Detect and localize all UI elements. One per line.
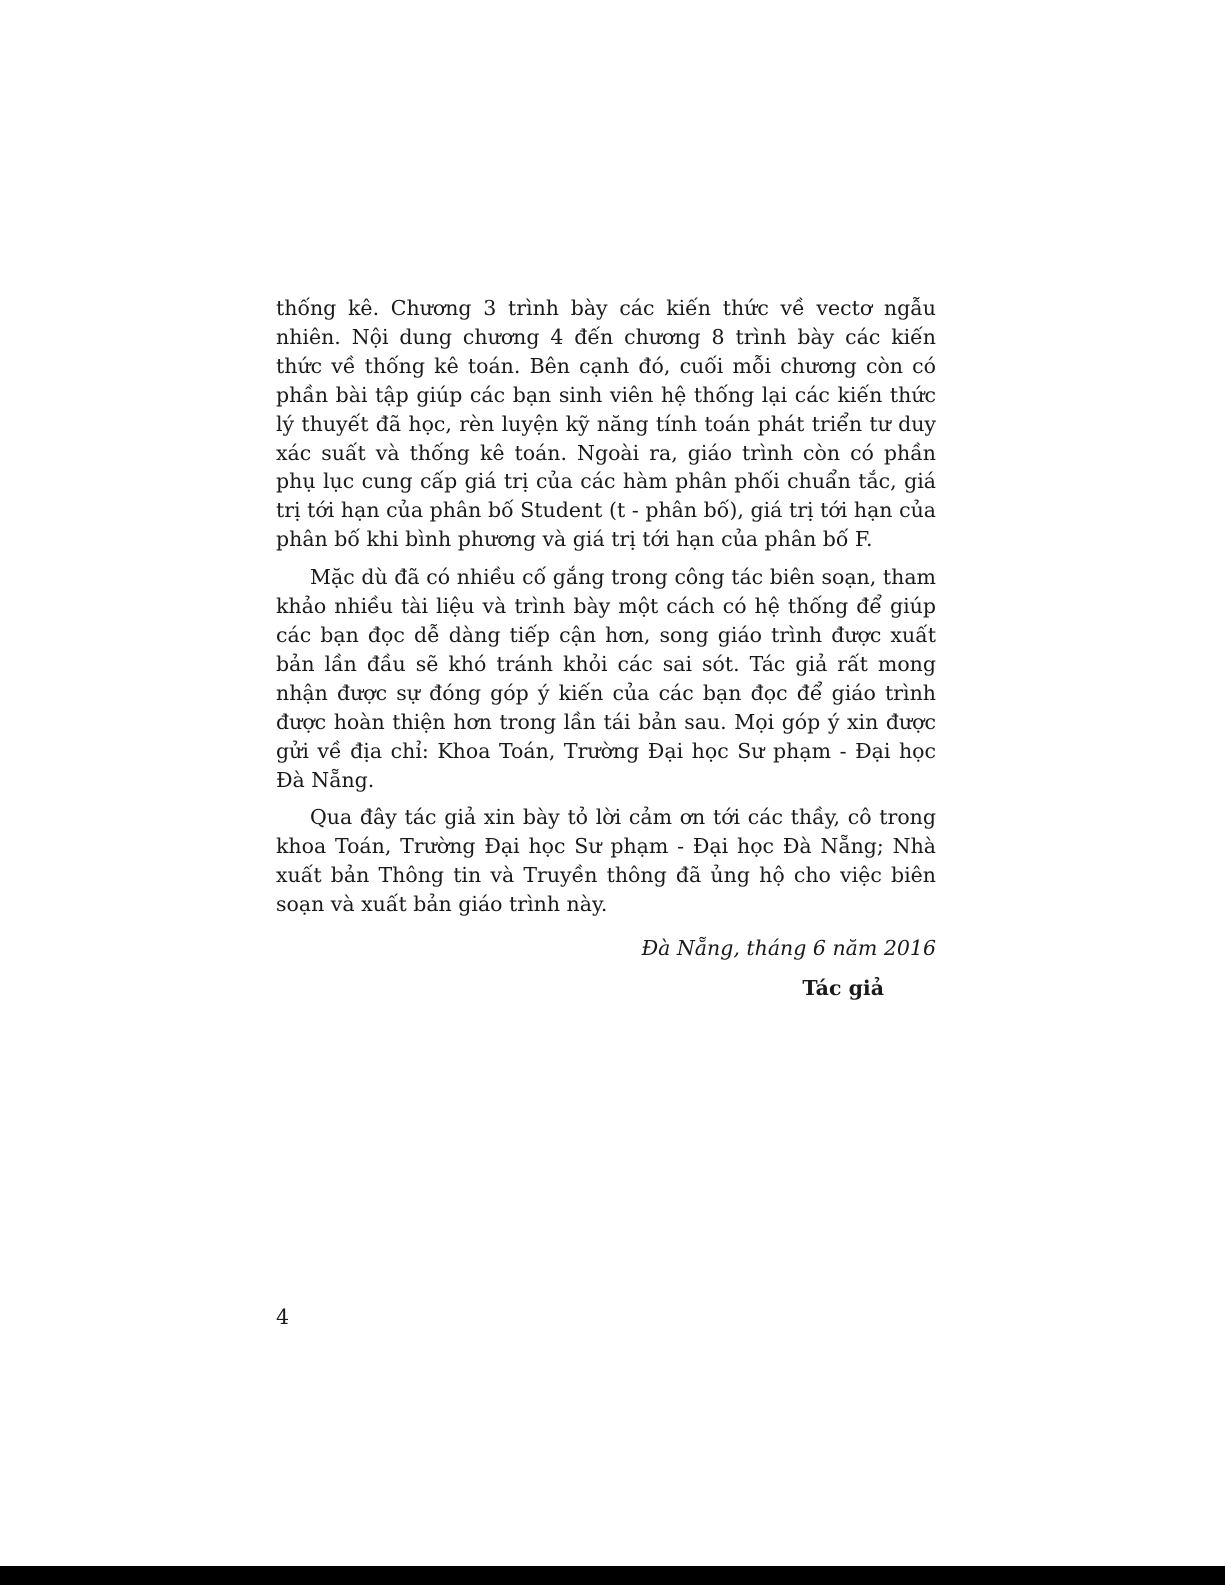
signature-place-date: Đà Nẵng, tháng 6 năm 2016: [641, 936, 936, 960]
bottom-edge-bar: [0, 1566, 1225, 1585]
page-number: 4: [276, 1305, 290, 1329]
paragraph-thanks: Qua đây tác giả xin bày tỏ lời cảm ơn tới các thầy, cô trong khoa Toán, Trường Đại học Sư phạm - Đại học Đà Nẵng; Nhà xuất bản Thông tin và Truyền thông đã ủng hộ cho việc biên soạn và xuất bản giáo trình này.: [276, 805, 936, 917]
paragraph-continued: thống kê. Chương 3 trình bày các kiến thức về vectơ ngẫu nhiên. Nội dung chương 4 đến chương 8 trình bày các kiến thức về thống kê toán. Bên cạnh đó, cuối mỗi chương còn có phần bài tập giúp các bạn sinh viên hệ thống lại các kiến thức lý thuyết đã học, rèn luyện kỹ năng tính toán phát triển tư duy xác suất và thống kê toán. Ngoài ra, giáo trình còn có phần phụ lục cung cấp giá trị của các hàm phân phối chuẩn tắc, giá trị tới hạn của phân bố Student (t - phân bố), giá trị tới hạn của phân bố khi bình phương và giá trị tới hạn của phân bố F.: [276, 296, 936, 552]
body-text: [276, 294, 936, 919]
signature-author: Tác giả: [802, 976, 884, 1000]
paragraph-acknowledgement-errors: Mặc dù đã có nhiều cố gắng trong công tác biên soạn, tham khảo nhiều tài liệu và trình bày một cách có hệ thống để giúp các bạn đọc dễ dàng tiếp cận hơn, song giáo trình được xuất bản lần đầu sẽ khó tránh khỏi các sai sót. Tác giả rất mong nhận được sự đóng góp ý kiến của các bạn đọc để giáo trình được hoàn thiện hơn trong lần tái bản sau. Mọi góp ý xin được gửi về địa chỉ: Khoa Toán, Trường Đại học Sư phạm - Đại học Đà Nẵng.: [276, 565, 936, 792]
